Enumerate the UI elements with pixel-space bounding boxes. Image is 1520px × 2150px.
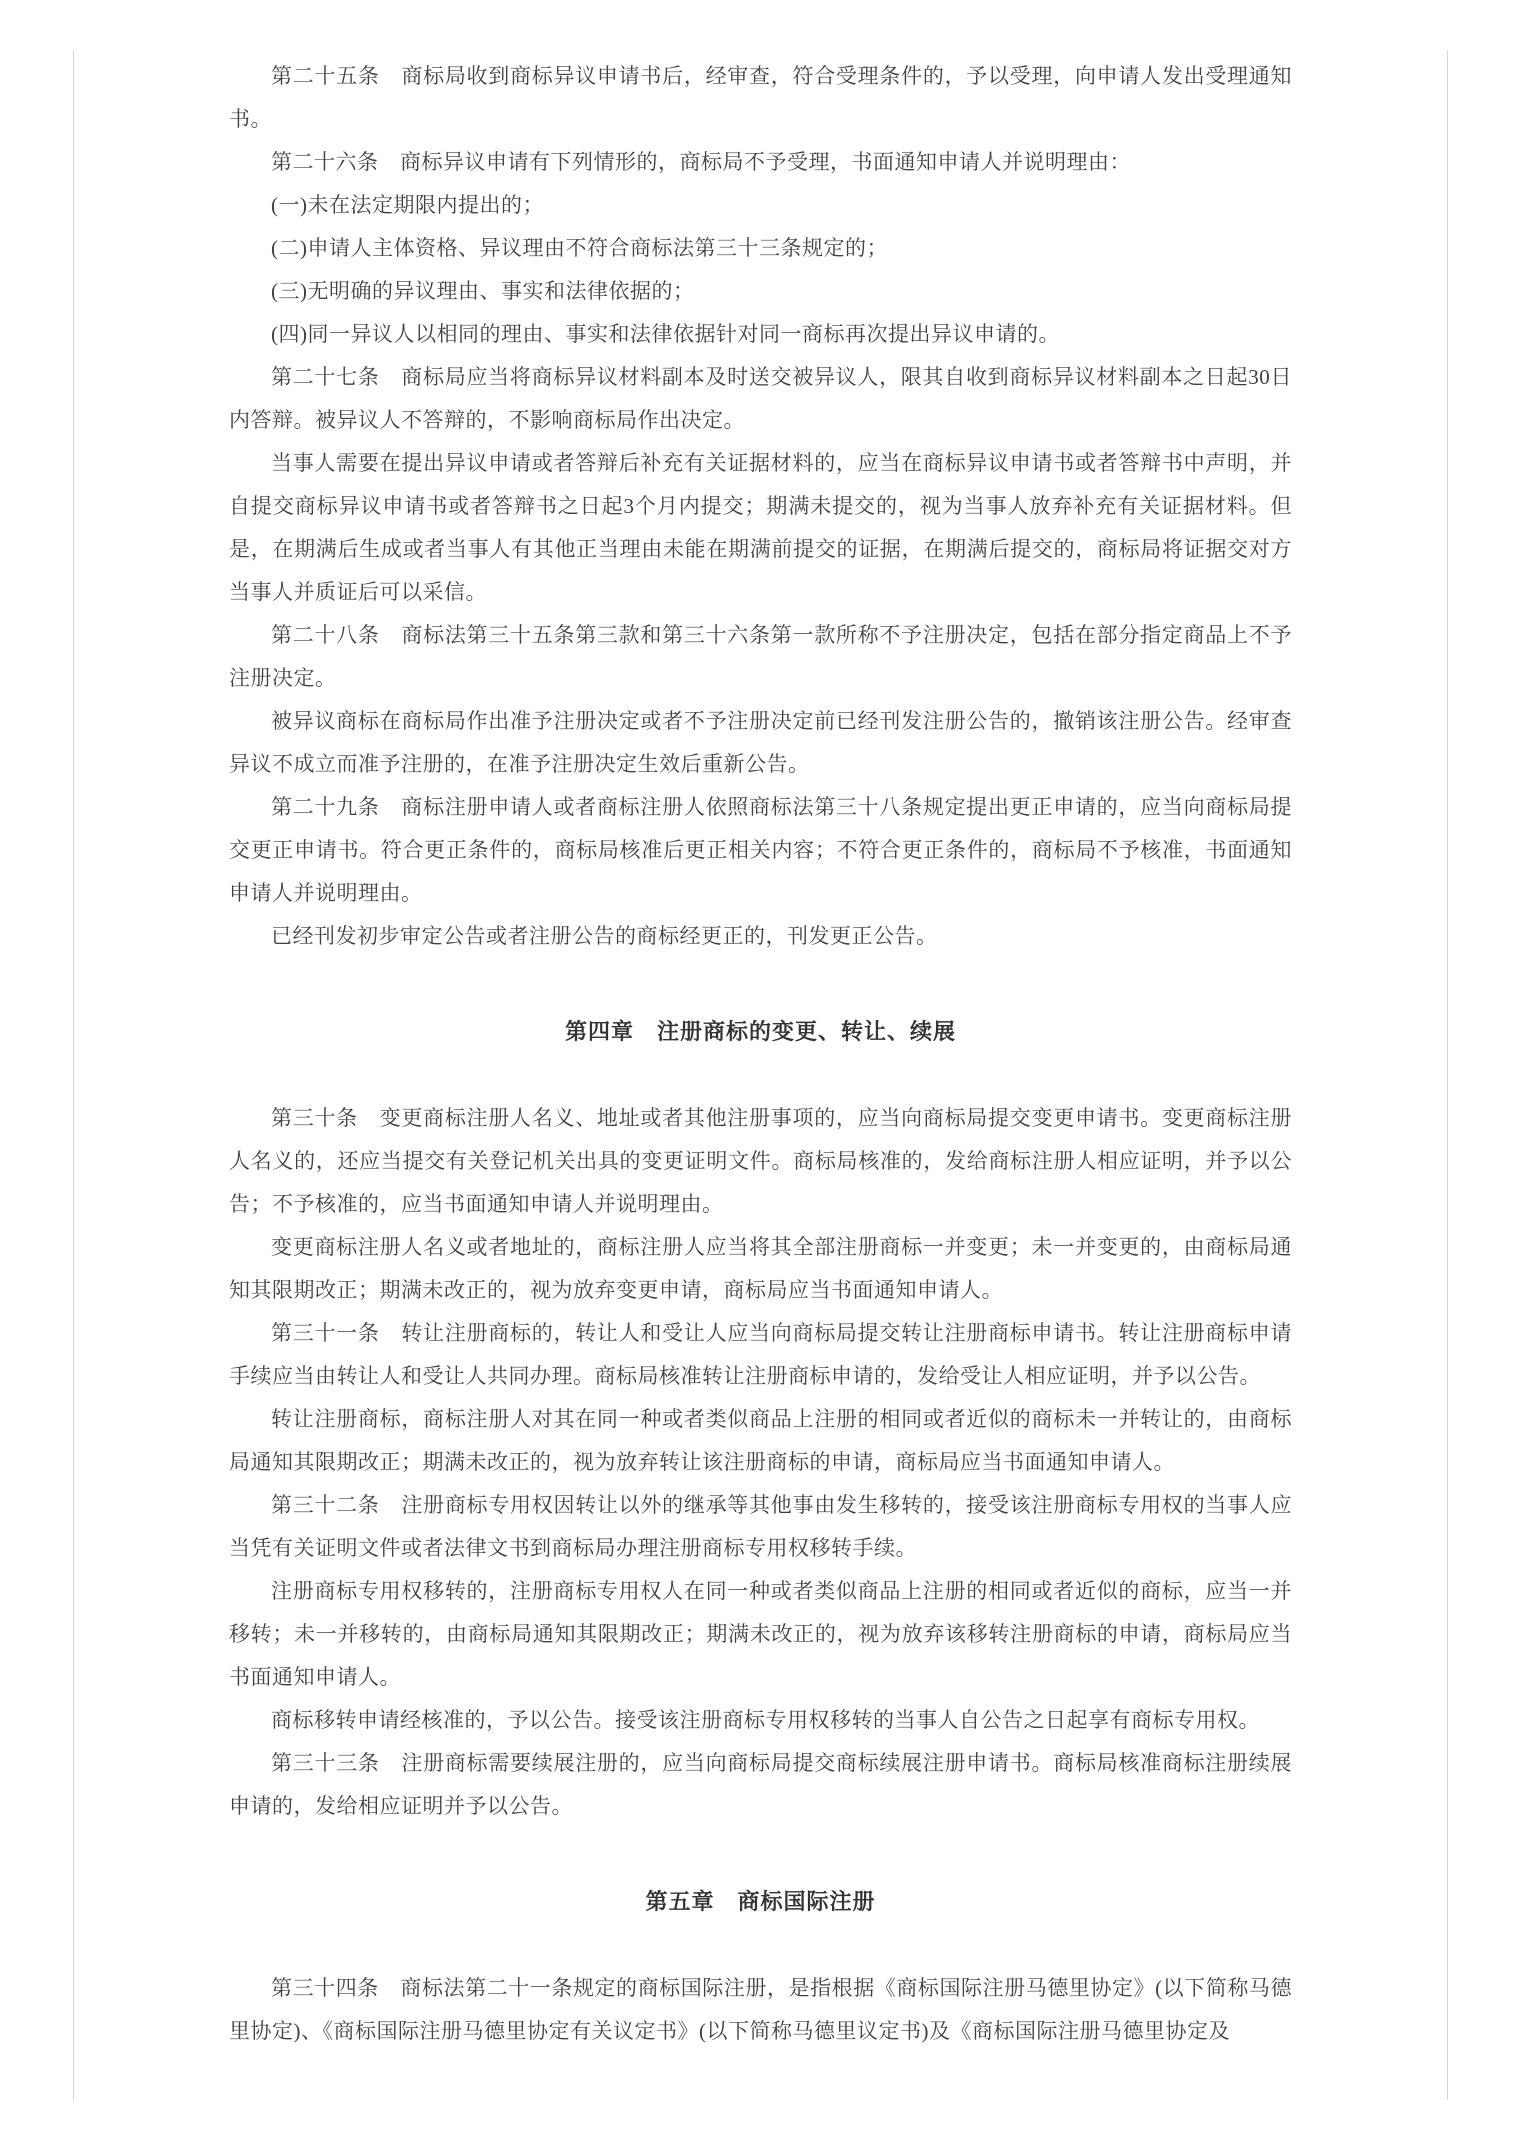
paragraph: 被异议商标在商标局作出准予注册决定或者不予注册决定前已经刊发注册公告的，撤销该注册公告。经审查异议不成立而准予注册的，在准予注册决定生效后重新公告。 xyxy=(229,709,1292,776)
paragraph: 第二十九条 商标注册申请人或者商标注册人依照商标法第三十八条规定提出更正申请的，应当向商标局提交更正申请书。符合更正条件的，商标局核准后更正相关内容；不符合更正条件的，商标局不予核准，书面通知申请人并说明理由。 xyxy=(229,795,1292,905)
paragraph: 第三十二条 注册商标专用权因转让以外的继承等其他事由发生移转的，接受该注册商标专用权的当事人应当凭有关证明文件或者法律文书到商标局办理注册商标专用权移转手续。 xyxy=(229,1493,1292,1560)
document-page xyxy=(73,50,1448,2100)
paragraph: (四)同一异议人以相同的理由、事实和法律依据针对同一商标再次提出异议申请的。 xyxy=(271,322,1060,346)
paragraph: 第三十三条 注册商标需要续展注册的，应当向商标局提交商标续展注册申请书。商标局核准商标注册续展申请的，发给相应证明并予以公告。 xyxy=(229,1751,1292,1818)
paragraph: 第二十五条 商标局收到商标异议申请书后，经审查，符合受理条件的，予以受理，向申请人发出受理通知书。 xyxy=(229,64,1292,131)
document-content xyxy=(229,50,1292,2053)
paragraph: 第二十八条 商标法第三十五条第三款和第三十六条第一款所称不予注册决定，包括在部分指定商品上不予注册决定。 xyxy=(229,623,1292,690)
paragraph: 变更商标注册人名义或者地址的，商标注册人应当将其全部注册商标一并变更；未一并变更的，由商标局通知其限期改正；期满未改正的，视为放弃变更申请，商标局应当书面通知申请人。 xyxy=(229,1235,1292,1302)
paragraph: 已经刊发初步审定公告或者注册公告的商标经更正的，刊发更正公告。 xyxy=(271,924,938,948)
paragraph: 第二十六条 商标异议申请有下列情形的，商标局不予受理，书面通知申请人并说明理由： xyxy=(271,150,1131,174)
paragraph: 转让注册商标，商标注册人对其在同一种或者类似商品上注册的相同或者近似的商标未一并转让的，由商标局通知其限期改正；期满未改正的，视为放弃转让该注册商标的申请，商标局应当书面通知申请人。 xyxy=(229,1407,1292,1474)
paragraph: (三)无明确的异议理由、事实和法律依据的； xyxy=(271,279,695,303)
paragraph: 注册商标专用权移转的，注册商标专用权人在同一种或者类似商品上注册的相同或者近似的商标，应当一并移转；未一并移转的，由商标局通知其限期改正；期满未改正的，视为放弃该移转注册商标的申请，商标局应当书面通知申请人。 xyxy=(229,1579,1292,1689)
paragraph: (二)申请人主体资格、异议理由不符合商标法第三十三条规定的； xyxy=(271,236,888,260)
paragraph: (一)未在法定期限内提出的； xyxy=(271,193,544,217)
paragraph: 第三十四条 商标法第二十一条规定的商标国际注册，是指根据《商标国际注册马德里协定》(以下简称马德里协定)、《商标国际注册马德里协定有关议定书》(以下简称马德里议定书)及《商标国际注册马德里协定及 xyxy=(229,1976,1292,2043)
paragraph: 第三十条 变更商标注册人名义、地址或者其他注册事项的，应当向商标局提交变更申请书。变更商标注册人名义的，还应当提交有关登记机关出具的变更证明文件。商标局核准的，发给商标注册人相应证明，并予以公告；不予核准的，应当书面通知申请人并说明理由。 xyxy=(229,1106,1292,1216)
chapter-heading: 第四章 注册商标的变更、转让、续展 xyxy=(564,1019,956,1044)
paragraph: 第二十七条 商标局应当将商标异议材料副本及时送交被异议人，限其自收到商标异议材料副本之日起30日内答辩。被异议人不答辩的，不影响商标局作出决定。 xyxy=(229,365,1292,432)
paragraph: 当事人需要在提出异议申请或者答辩后补充有关证据材料的，应当在商标异议申请书或者答辩书中声明，并自提交商标异议申请书或者答辩书之日起3个月内提交；期满未提交的，视为当事人放弃补充有关证据材料。但是，在期满后生成或者当事人有其他正当理由未能在期满前提交的证据，在期满后提交的，商标局将证据交对方当事人并质证后可以采信。 xyxy=(229,451,1292,604)
paragraph: 商标移转申请经核准的，予以公告。接受该注册商标专用权移转的当事人自公告之日起享有商标专用权。 xyxy=(271,1708,1260,1732)
chapter-heading: 第五章 商标国际注册 xyxy=(645,1889,876,1914)
paragraph: 第三十一条 转让注册商标的，转让人和受让人应当向商标局提交转让注册商标申请书。转让注册商标申请手续应当由转让人和受让人共同办理。商标局核准转让注册商标申请的，发给受让人相应证明，并予以公告。 xyxy=(229,1321,1292,1388)
